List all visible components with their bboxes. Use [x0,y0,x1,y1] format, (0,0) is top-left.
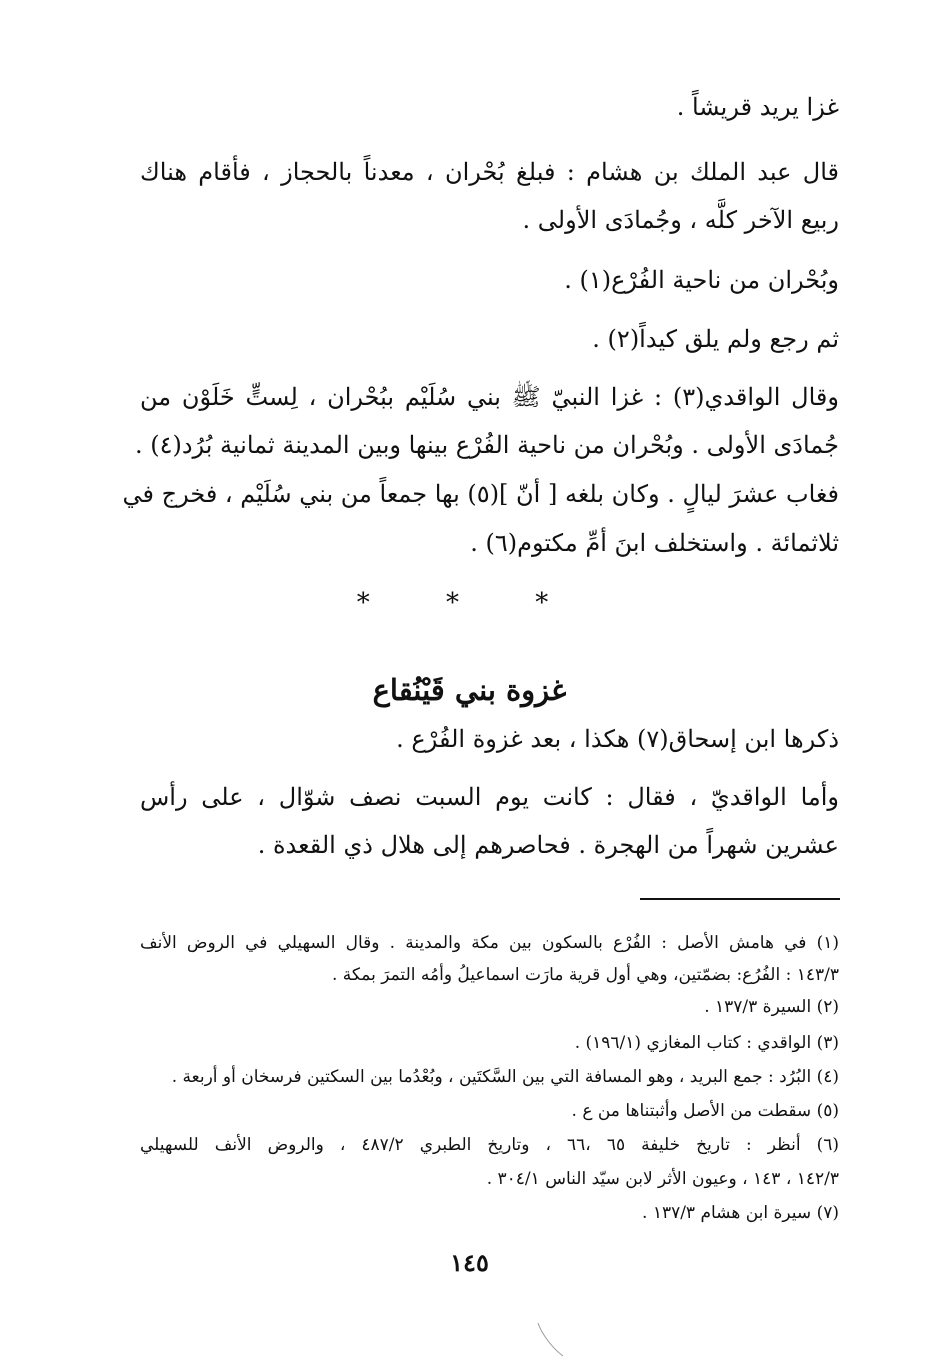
text-line-7: جُمادَى الأولى . وبُحْران من ناحية الفُرْع بينها وبين المدينة ثمانية بُرُد(٤) . [134,431,839,459]
footnote-4: (٤) البُرُد : جمع البريد ، وهو المسافة التي بين السَّكتَين ، وبُعْدُما بين السكتين فرسخان أو أربعة . [171,1067,839,1087]
footnote-2: (٢) السيرة ١٣٧/٣ . [704,997,839,1017]
text-line-8: فغاب عشرَ ليالٍ . وكان بلغه [ أنّ ](٥) بها جمعاً من بني سُلَيْم ، فخرج في [122,480,839,508]
text-line-3: ربيع الآخر كلَّه ، وجُمادَى الأولى . [522,206,839,234]
text-line-4: وبُحْران من ناحية الفُرْع(١) . [564,266,839,294]
text-line-1: غزا يريد قريشاً . [676,93,839,121]
footnote-1a: (١) في هامش الأصل : الفُرْع بالسكون بين مكة والمدينة . وقال السهيلي في الروض الأنف [140,933,839,953]
footnote-3: (٣) الواقدي : كتاب المغازي (١٩٦/١) . [574,1033,839,1053]
footnote-6b: ١٤٢/٣ ، ١٤٣ ، وعيون الأثر لابن سيّد الناس ٣٠٤/١ . [486,1169,839,1189]
section-line-1: ذكرها ابن إسحاق(٧) هكذا ، بعد غزوة الفُرْع . [396,725,839,753]
text-line-6: وقال الواقدي(٣) : غزا النبيّ ﷺ بني سُلَيْم ببُحْران ، لِستٍّ خَلَوْن من [140,383,839,411]
footnote-7: (٧) سيرة ابن هشام ١٣٧/٣ . [642,1203,839,1223]
text-line-9: ثلاثمائة . واستخلف ابنَ أمِّ مكتوم(٦) . [470,529,839,557]
text-line-2: قال عبد الملك بن هشام : فبلغ بُحْران ، معدناً بالحجاز ، فأقام هناك [140,158,839,186]
page-number: ١٤٥ [450,1248,489,1277]
text-line-5: ثم رجع ولم يلق كيداً(٢) . [592,325,839,353]
section-separator: * * * [356,588,583,618]
section-title: غزوة بني قَيْنُقاع [372,673,567,707]
footnote-6a: (٦) أنظر : تاريخ خليفة ٦٥ ،٦٦ ، وتاريخ الطبري ٤٨٧/٢ ، والروض الأنف للسهيلي [140,1135,840,1155]
footnote-5: (٥) سقطت من الأصل وأثبتناها من ع . [571,1101,839,1121]
footnote-1b: ١٤٣/٣ : الفُرُع: بضمّتين، وهي أول قرية مارَت اسماعيلُ وأمُه التمرَ بمكة . [331,965,839,985]
section-line-2: وأما الواقديّ ، فقال : كانت يوم السبت نصف شوّال ، على رأس [140,783,839,811]
footnote-rule [640,898,840,900]
section-line-3: عشرين شهراً من الهجرة . فحاصرهم إلى هلال ذي القعدة . [257,831,839,859]
scan-mark [533,1320,573,1360]
